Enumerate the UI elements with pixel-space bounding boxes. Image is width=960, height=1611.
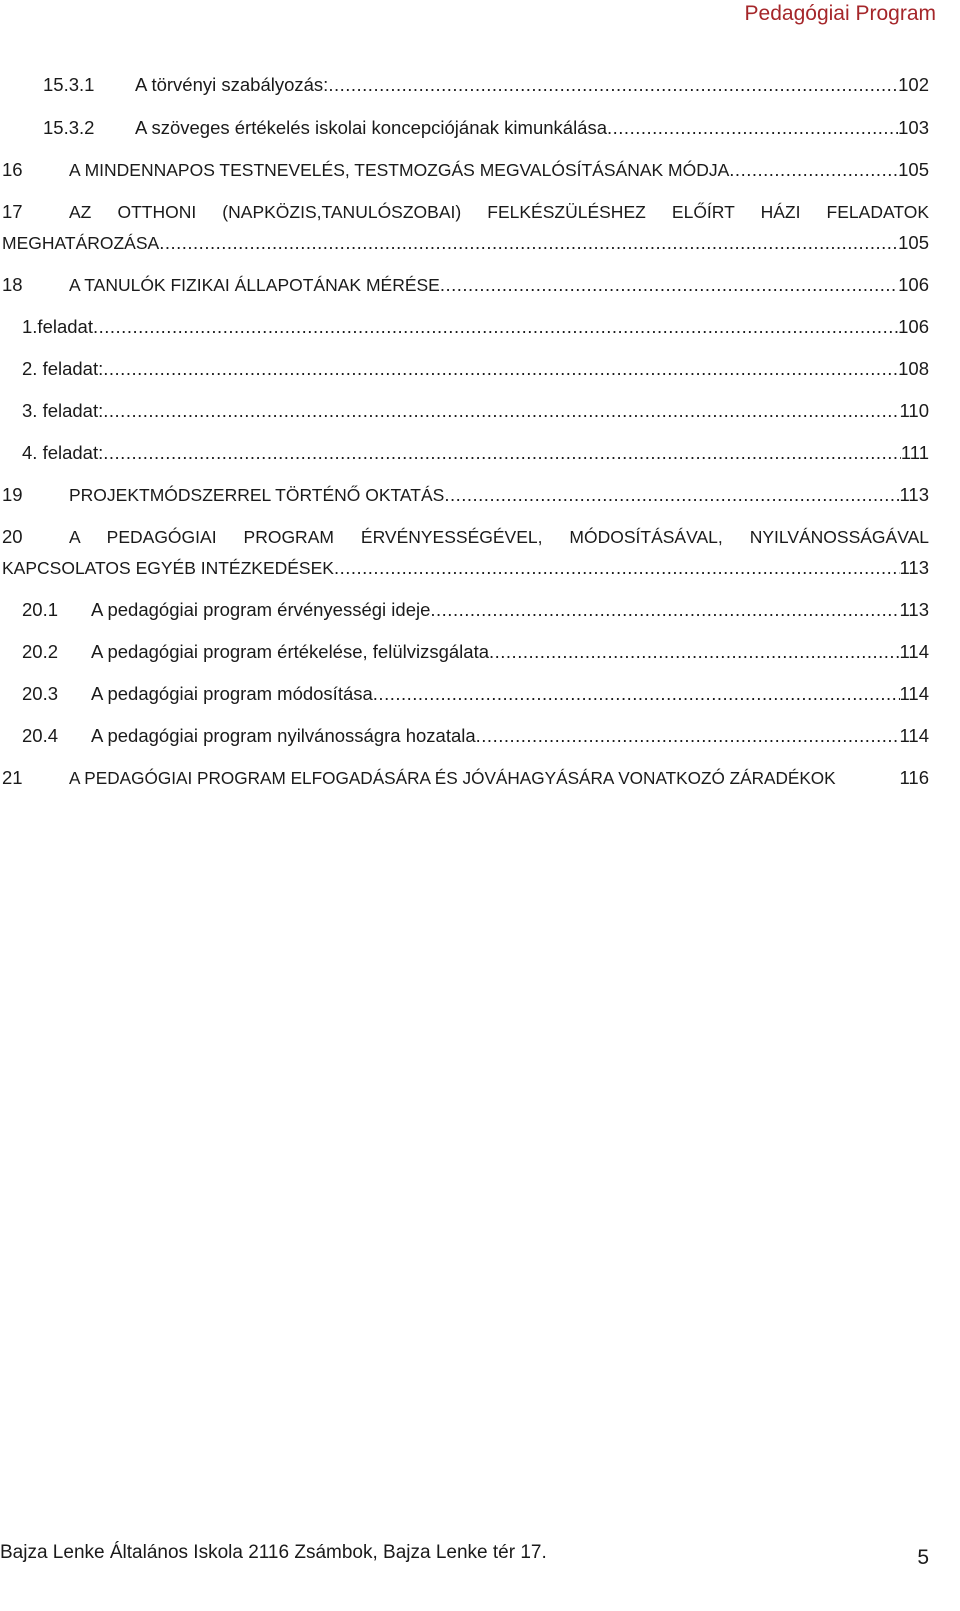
toc-entry-page: 106 [898, 274, 929, 295]
toc-entry-page: 106 [898, 316, 929, 337]
toc-entry-number: 15.3.1 [43, 74, 95, 95]
toc-entry-number: 17 [2, 201, 23, 222]
toc-leader-dots [607, 113, 898, 143]
toc-entry-title: A pedagógiai program nyilvánosságra hozatala [91, 725, 476, 746]
toc-entry-title: 3. feladat: [22, 400, 104, 421]
toc-entry-page: 103 [898, 117, 929, 138]
toc-entry[interactable] [0, 354, 929, 384]
toc-entry[interactable] [0, 480, 929, 510]
toc-entry-continuation[interactable] [0, 228, 929, 258]
toc-leader-dots [489, 637, 900, 667]
toc-entry-page: 108 [898, 358, 929, 379]
toc-entry-page: 113 [899, 484, 929, 505]
page-header-title: Pedagógiai Program [744, 2, 936, 25]
toc-leader-dots [440, 270, 898, 300]
toc-leader-dots [103, 396, 899, 426]
toc-entry-title: MEGHATÁROZÁSA [2, 233, 160, 253]
toc-entry-title: A pedagógiai program értékelése, felülvizsgálata [91, 641, 489, 662]
toc-entry-title: 1.feladat [22, 316, 93, 337]
toc-entry[interactable] [0, 763, 929, 793]
toc-entry-number: 18 [2, 274, 23, 295]
toc-entry-title: A PEDAGÓGIAI PROGRAM ELFOGADÁSÁRA ÉS JÓVÁHAGYÁSÁRA VONATKOZÓ ZÁRADÉKOK [69, 768, 836, 788]
toc-entry-number: 20.4 [22, 725, 59, 746]
toc-entry[interactable] [0, 595, 929, 625]
toc-entry-number: 21 [2, 767, 23, 788]
toc-entry[interactable] [0, 637, 929, 667]
toc-entry-page: 105 [898, 232, 929, 253]
page-number: 5 [917, 1546, 929, 1569]
toc-entry-page: 113 [899, 557, 929, 578]
toc-entry-number: 15.3.2 [43, 117, 95, 138]
toc-entry[interactable] [0, 70, 929, 100]
toc-entry-number: 20.1 [22, 599, 59, 620]
toc-entry-number: 20.3 [22, 683, 59, 704]
toc-entry-number: 20 [2, 526, 23, 547]
toc-leader-dots [93, 312, 898, 342]
toc-entry[interactable] [0, 197, 929, 227]
toc-entry[interactable] [0, 396, 929, 426]
toc-entry-title: AZ OTTHONI (NAPKÖZIS,TANULÓSZOBAI) FELKÉSZÜLÉSHEZ ELŐÍRT HÁZI FELADATOK [69, 202, 929, 222]
toc-leader-dots [103, 438, 901, 468]
toc-entry-title: A MINDENNAPOS TESTNEVELÉS, TESTMOZGÁS MEGVALÓSÍTÁSÁNAK MÓDJA [69, 160, 730, 180]
toc-entry-page: 110 [899, 400, 929, 421]
toc-leader-dots [729, 155, 898, 185]
toc-entry[interactable] [0, 522, 929, 552]
toc-leader-dots [159, 228, 898, 258]
toc-entry-title: A PEDAGÓGIAI PROGRAM ÉRVÉNYESSÉGÉVEL, MÓDOSÍTÁSÁVAL, NYILVÁNOSSÁGÁVAL [69, 527, 929, 547]
toc-leader-dots [103, 354, 898, 384]
toc-entry-page: 114 [899, 725, 929, 746]
toc-entry-number: 20.2 [22, 641, 59, 662]
toc-leader-dots [328, 70, 898, 100]
toc-entry-page: 113 [899, 599, 929, 620]
toc-leader-dots [373, 679, 900, 709]
toc-leader-dots [444, 480, 899, 510]
toc-entry-title: KAPCSOLATOS EGYÉB INTÉZKEDÉSEK [2, 558, 334, 578]
toc-entry-page: 114 [899, 641, 929, 662]
toc-entry[interactable] [0, 438, 929, 468]
toc-entry-title: A TANULÓK FIZIKAI ÁLLAPOTÁNAK MÉRÉSE [69, 275, 440, 295]
toc-entry-number: 16 [2, 159, 23, 180]
toc-entry-number: 19 [2, 484, 23, 505]
toc-entry-title: A pedagógiai program érvényességi ideje [91, 599, 431, 620]
toc-entry-title: A pedagógiai program módosítása [91, 683, 373, 704]
page-footer [0, 1538, 929, 1568]
toc-entry[interactable] [0, 312, 929, 342]
toc-entry-page: 116 [899, 767, 929, 788]
toc-entry-continuation[interactable] [0, 553, 929, 583]
toc-leader-dots [334, 553, 900, 583]
toc-entry-title: A törvényi szabályozás: [135, 74, 329, 95]
toc-entry[interactable] [0, 679, 929, 709]
toc-entry[interactable] [0, 270, 929, 300]
toc-leader-dots [430, 595, 899, 625]
toc-entry-page: 114 [899, 683, 929, 704]
toc-leader-dots [476, 721, 900, 751]
toc-entry[interactable] [0, 721, 929, 751]
toc-entry[interactable] [0, 113, 929, 143]
toc-entry-page: 105 [898, 159, 929, 180]
toc-entry-page: 102 [898, 74, 929, 95]
toc-entry-title: A szöveges értékelés iskolai koncepciójának kimunkálása [135, 117, 608, 138]
footer-school-address: Bajza Lenke Általános Iskola 2116 Zsámbok, Bajza Lenke tér 17. [0, 1542, 547, 1563]
toc-entry[interactable] [0, 155, 929, 185]
toc-entry-title: 4. feladat: [22, 442, 104, 463]
toc-entry-title: 2. feladat: [22, 358, 104, 379]
toc-entry-title: PROJEKTMÓDSZERREL TÖRTÉNŐ OKTATÁS [69, 485, 445, 505]
toc-entry-page: 111 [900, 442, 929, 463]
